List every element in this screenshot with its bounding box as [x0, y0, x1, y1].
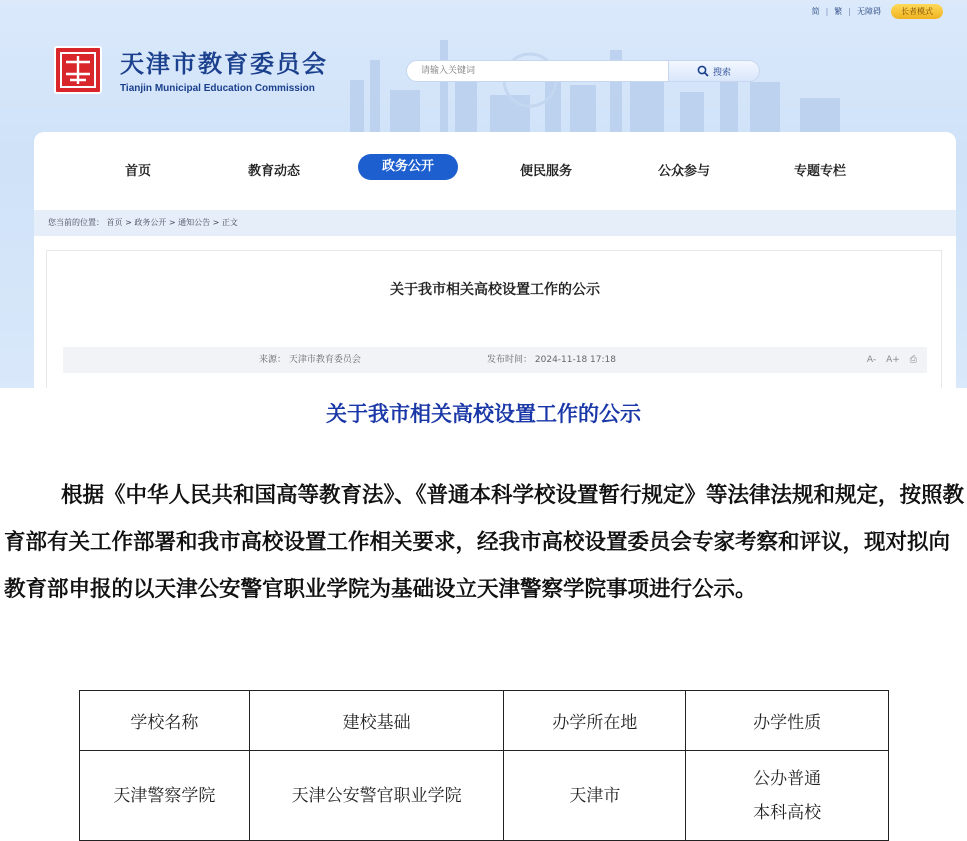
table-header-cell: 学校名称 — [80, 691, 250, 751]
article-card — [46, 250, 942, 388]
nav-item-public-participation[interactable]: 公众参与 — [657, 164, 710, 179]
nav-item-government-affairs[interactable]: 政务公开 — [358, 154, 458, 180]
breadcrumb-prefix: 您当前的位置： — [48, 218, 104, 227]
separator: | — [848, 7, 851, 16]
article-publish-time — [487, 347, 616, 373]
elder-mode-button[interactable]: 长者模式 — [891, 4, 943, 19]
table-header-row — [80, 691, 889, 751]
search-icon — [697, 65, 709, 77]
source-value: 天津市教育委员会 — [288, 355, 361, 365]
main-content-panel — [34, 132, 956, 388]
nature-line-1: 公办普通 — [753, 768, 822, 789]
breadcrumb-path[interactable]: 首页 > 政务公开 > 通知公告 > 正文 — [106, 218, 238, 227]
article-source — [259, 347, 361, 373]
font-decrease-button[interactable]: A- — [866, 355, 877, 365]
article-title: 关于我市相关高校设置工作的公示 — [390, 282, 600, 298]
education-emblem-icon — [58, 50, 98, 90]
separator: | — [825, 7, 829, 16]
document-body — [4, 472, 964, 613]
simplified-chinese-link[interactable]: 简 — [811, 7, 820, 16]
school-info-table — [79, 690, 889, 841]
font-increase-button[interactable]: A+ — [886, 355, 900, 365]
table-cell-nature — [686, 751, 889, 841]
search-input[interactable] — [406, 60, 670, 82]
table-header-cell: 办学所在地 — [504, 691, 686, 751]
nav-item-education-news[interactable]: 教育动态 — [247, 164, 300, 179]
time-label: 发布时间： — [487, 355, 533, 365]
accessibility-link[interactable]: 无障碍 — [857, 7, 881, 16]
search-button-label: 搜索 — [712, 67, 731, 78]
nav-item-services[interactable]: 便民服务 — [519, 164, 572, 179]
table-cell-location: 天津市 — [504, 751, 686, 841]
nav-item-special-topics[interactable]: 专题专栏 — [793, 164, 846, 179]
top-utility-bar — [812, 4, 943, 19]
article-tools — [867, 347, 917, 373]
website-header-screenshot — [0, 0, 967, 388]
site-name: 天津市教育委员会 — [120, 50, 328, 78]
table-header-cell: 办学性质 — [686, 691, 889, 751]
document-title: 关于我市相关高校设置工作的公示 — [326, 402, 641, 426]
table-cell-foundation: 天津公安警官职业学院 — [249, 751, 504, 841]
site-logo[interactable] — [54, 46, 102, 94]
print-icon[interactable]: ⎙ — [909, 355, 917, 365]
search-button[interactable] — [668, 60, 760, 82]
table-cell-school-name: 天津警察学院 — [80, 751, 250, 841]
search-bar — [406, 60, 754, 82]
nature-line-2: 本科高校 — [753, 802, 822, 823]
breadcrumb — [34, 210, 956, 236]
nav-item-home[interactable]: 首页 — [124, 164, 151, 179]
traditional-chinese-link[interactable]: 繁 — [834, 7, 843, 16]
table-header-cell: 建校基础 — [249, 691, 504, 751]
document-paragraph: 根据《中华人民共和国高等教育法》、《普通本科学校设置暂行规定》等法律法规和规定，按照教育部有关工作部署和我市高校设置工作相关要求，经我市高校设置委员会专家考察和评议，现对拟向教育部申报的以天津公安警官职业学院为基础设立天津警察学院事项进行公示。 — [4, 483, 965, 602]
main-navigation — [34, 132, 956, 210]
site-title-block — [120, 44, 328, 94]
time-value: 2024-11-18 17:18 — [534, 355, 616, 365]
article-meta-bar — [63, 347, 927, 373]
site-name-english: Tianjin Municipal Education Commission — [120, 83, 315, 94]
source-label: 来源： — [259, 355, 287, 365]
table-row — [80, 751, 889, 841]
